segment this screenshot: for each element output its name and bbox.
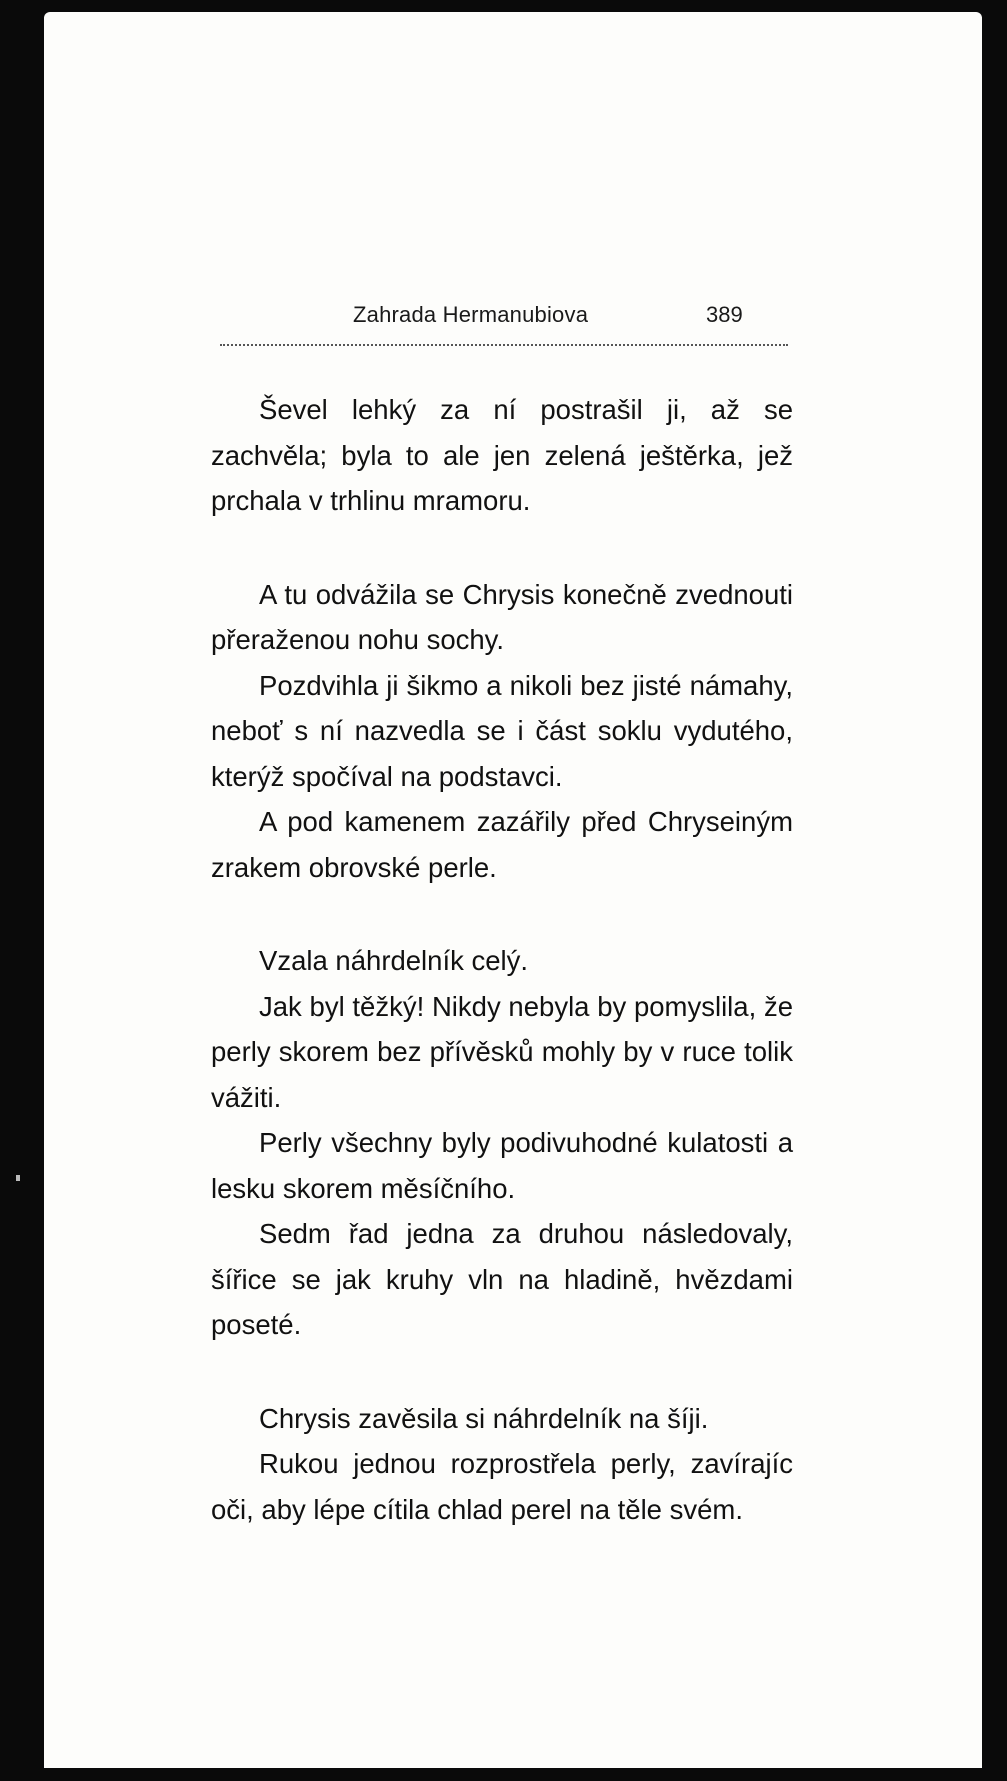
page-number: 389 (706, 302, 743, 327)
paragraph: Sedm řad jedna za druhou následovaly, šířice se jak kruhy vln na hladině, hvězdami poseté. (211, 1218, 793, 1340)
paragraph: Rukou jednou rozprostřela perly, zavírajíc oči, aby lépe cítila chlad perel na těle svém. (211, 1448, 793, 1525)
paragraph: Vzala náhrdelník celý. (259, 945, 529, 976)
body-text (211, 387, 793, 1532)
paragraph: A tu odvážila se Chrysis konečně zvednouti přeraženou nohu sochy. (211, 578, 793, 655)
header-divider (220, 344, 788, 346)
running-title: Zahrada Hermanubiova (353, 302, 589, 327)
paragraph: Pozdvihla ji šikmo a nikoli bez jisté námahy, neboť s ní nazvedla se i část soklu vydutého, kterýž spočíval na podstavci. (211, 669, 793, 792)
paragraph: Chrysis zavěsila si náhrdelník na šíji. (259, 1402, 709, 1434)
scan-speck (16, 1175, 20, 1181)
page-header (44, 302, 982, 334)
paragraph: Ševel lehký za ní postrašil ji, až se zachvěla; byla to ale jen zelená ještěrka, jež prchala v trhlinu mramoru. (211, 394, 793, 516)
paragraph: A pod kamenem zazářily před Chryseiným zrakem obrovské perle. (211, 806, 793, 883)
book-page (44, 12, 982, 1768)
paragraph: Jak byl těžký! Nikdy nebyla by pomyslila, že perly skorem bez přívěsků mohly by v ruce tolik vážiti. (211, 990, 793, 1113)
paragraph: Perly všechny byly podivuhodné kulatosti a lesku skorem měsíčního. (211, 1127, 793, 1204)
